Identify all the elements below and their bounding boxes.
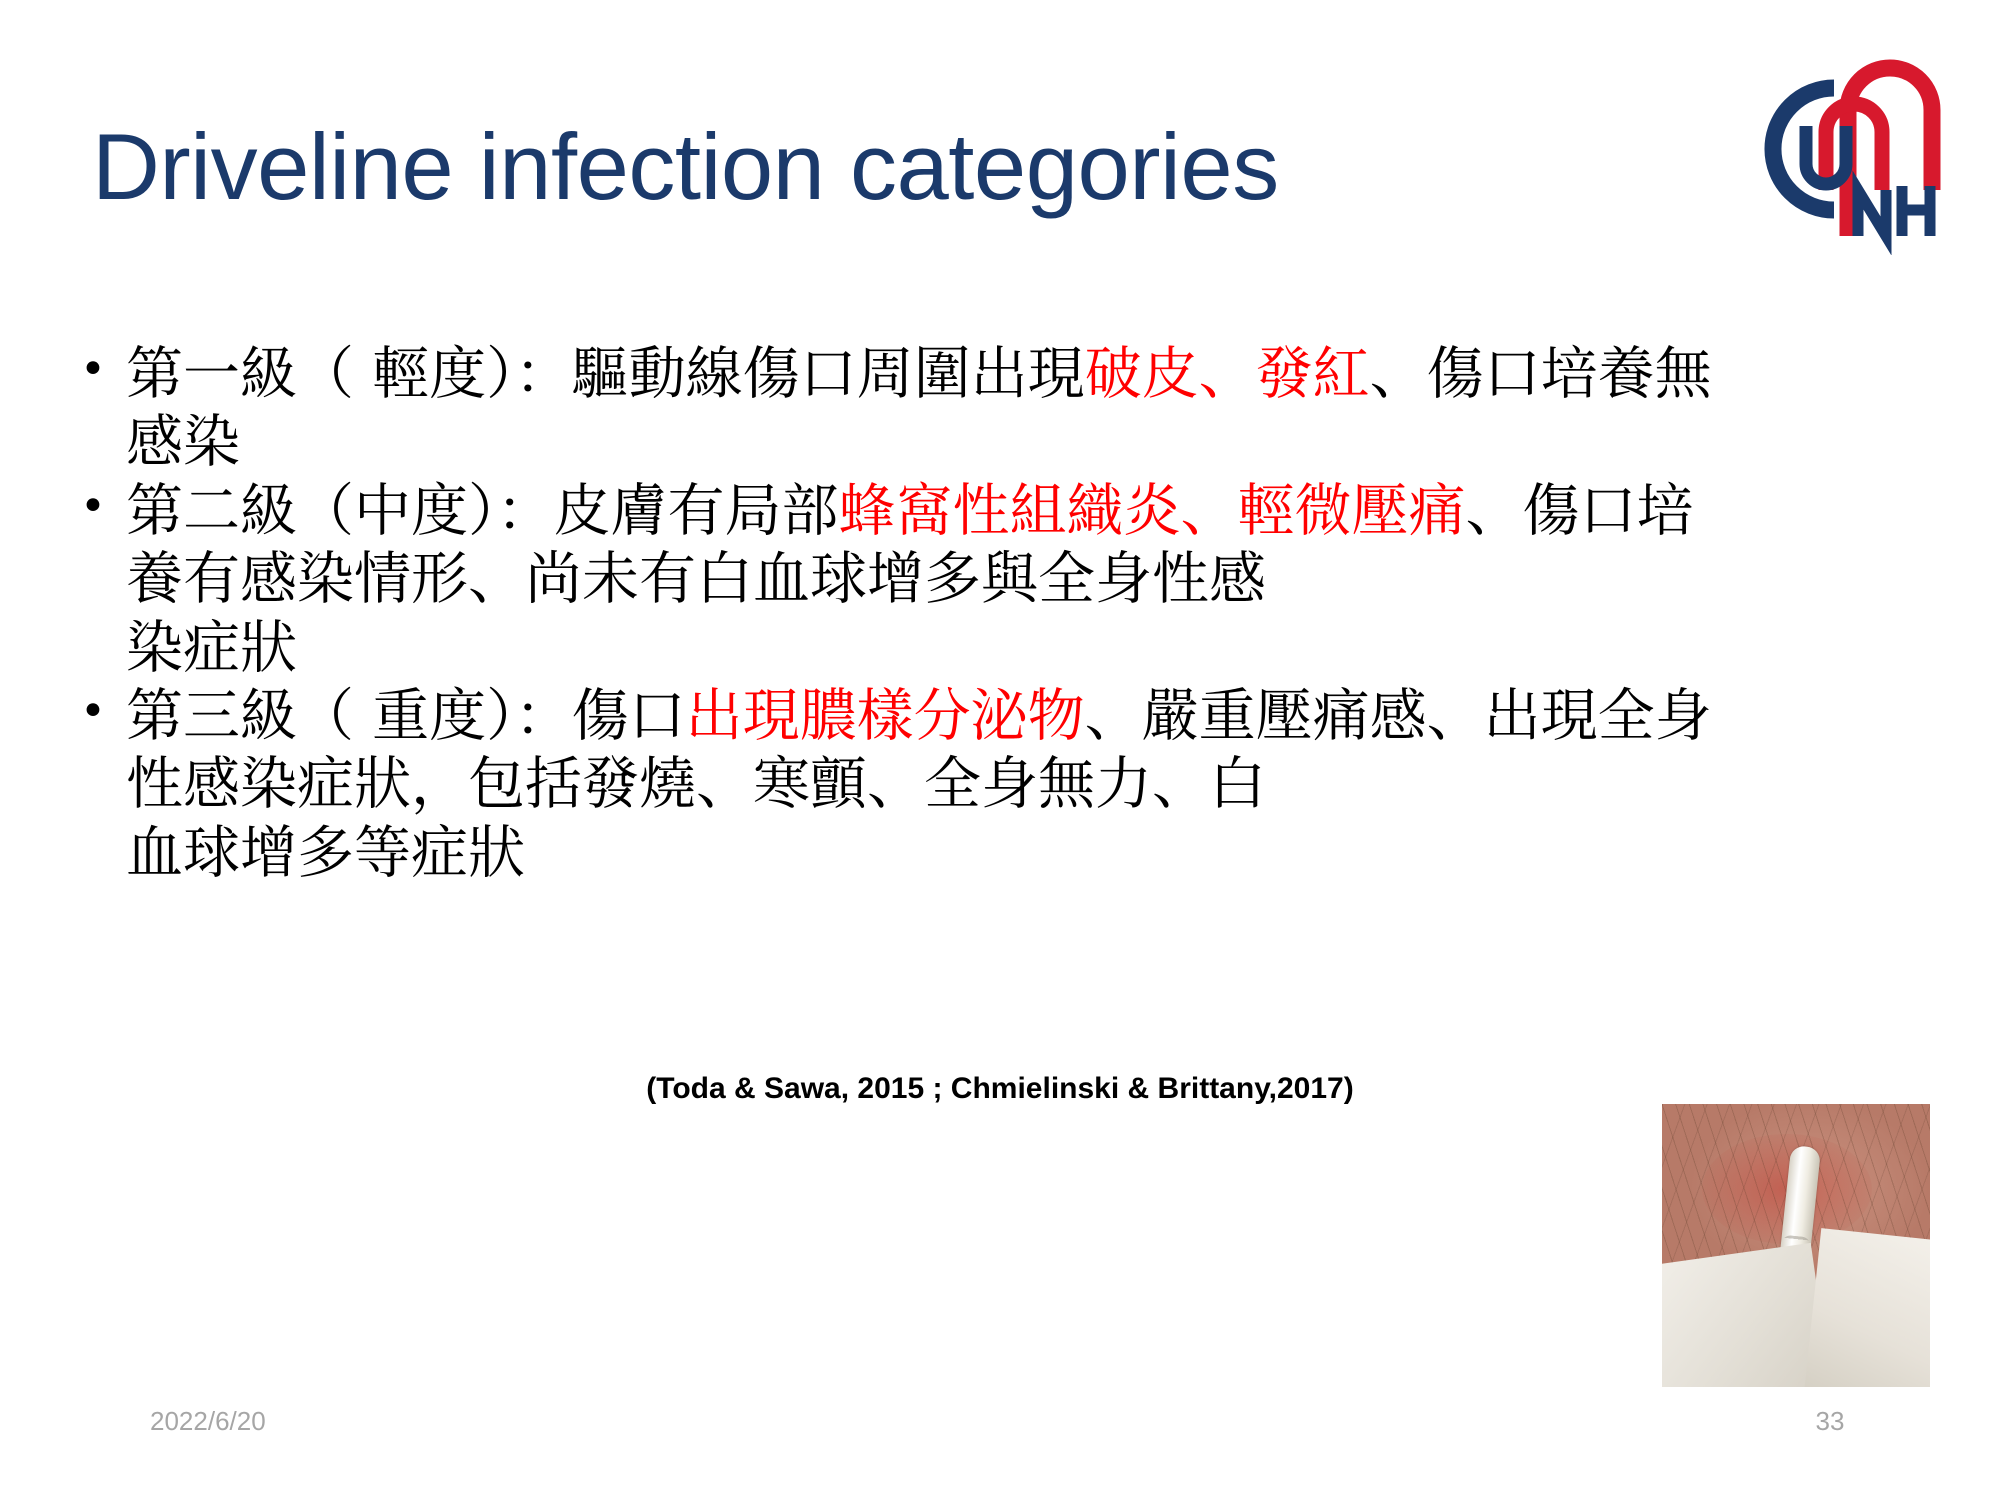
bullet-continuation: 感染	[126, 409, 240, 476]
bullet-segment: 第三級（ 重度）：傷口	[126, 682, 686, 749]
bullet-segment-highlight: 出現膿樣分泌物	[685, 682, 1085, 749]
bullet-marker: •	[80, 685, 106, 737]
bullet-continuation: 染症狀	[126, 614, 297, 681]
driveline-exit-site-photo	[1662, 1104, 1930, 1387]
photo-gauze-right	[1804, 1228, 1930, 1387]
hospital-logo-icon	[1730, 40, 1950, 255]
footer-page-number: 33	[1815, 1406, 1845, 1436]
bullet-continuation: 性感染症狀，包括發燒、寒顫、全身無力、白	[126, 751, 1266, 818]
bullet-marker: •	[80, 344, 106, 395]
bullet-segment: 、傷口培	[1465, 477, 1694, 544]
bullet-segment-highlight: 破皮、發紅	[1084, 341, 1370, 407]
citation-text: (Toda & Sawa, 2015 ; Chmielinski & Brittany,2017)	[646, 1072, 1354, 1105]
bullet-segment: 、嚴重壓痛感、出現全身	[1084, 682, 1712, 749]
bullet-segment: 第二級（中度）：皮膚有局部	[126, 477, 839, 544]
bullet-text	[126, 682, 1920, 887]
bullet-marker: •	[80, 480, 106, 532]
footer-date: 2022/6/20	[150, 1406, 266, 1436]
bullet-continuation: 血球增多等症狀	[126, 819, 525, 886]
bullet-list	[80, 340, 1920, 887]
bullet-segment: 第一級（ 輕度）：驅動線傷口周圍出現	[126, 341, 1085, 407]
list-item	[80, 340, 1920, 477]
list-item	[80, 682, 1920, 887]
bullet-continuation: 養有感染情形、尚未有白血球增多與全身性感	[126, 546, 1266, 613]
bullet-text	[126, 477, 1920, 682]
bullet-text	[126, 340, 1920, 477]
bullet-segment-highlight: 蜂窩性組織炎、輕微壓痛	[838, 477, 1466, 544]
bullet-segment: 、傷口培養無	[1369, 341, 1712, 407]
page-title: Driveline infection categories	[92, 114, 1279, 219]
list-item	[80, 477, 1920, 682]
